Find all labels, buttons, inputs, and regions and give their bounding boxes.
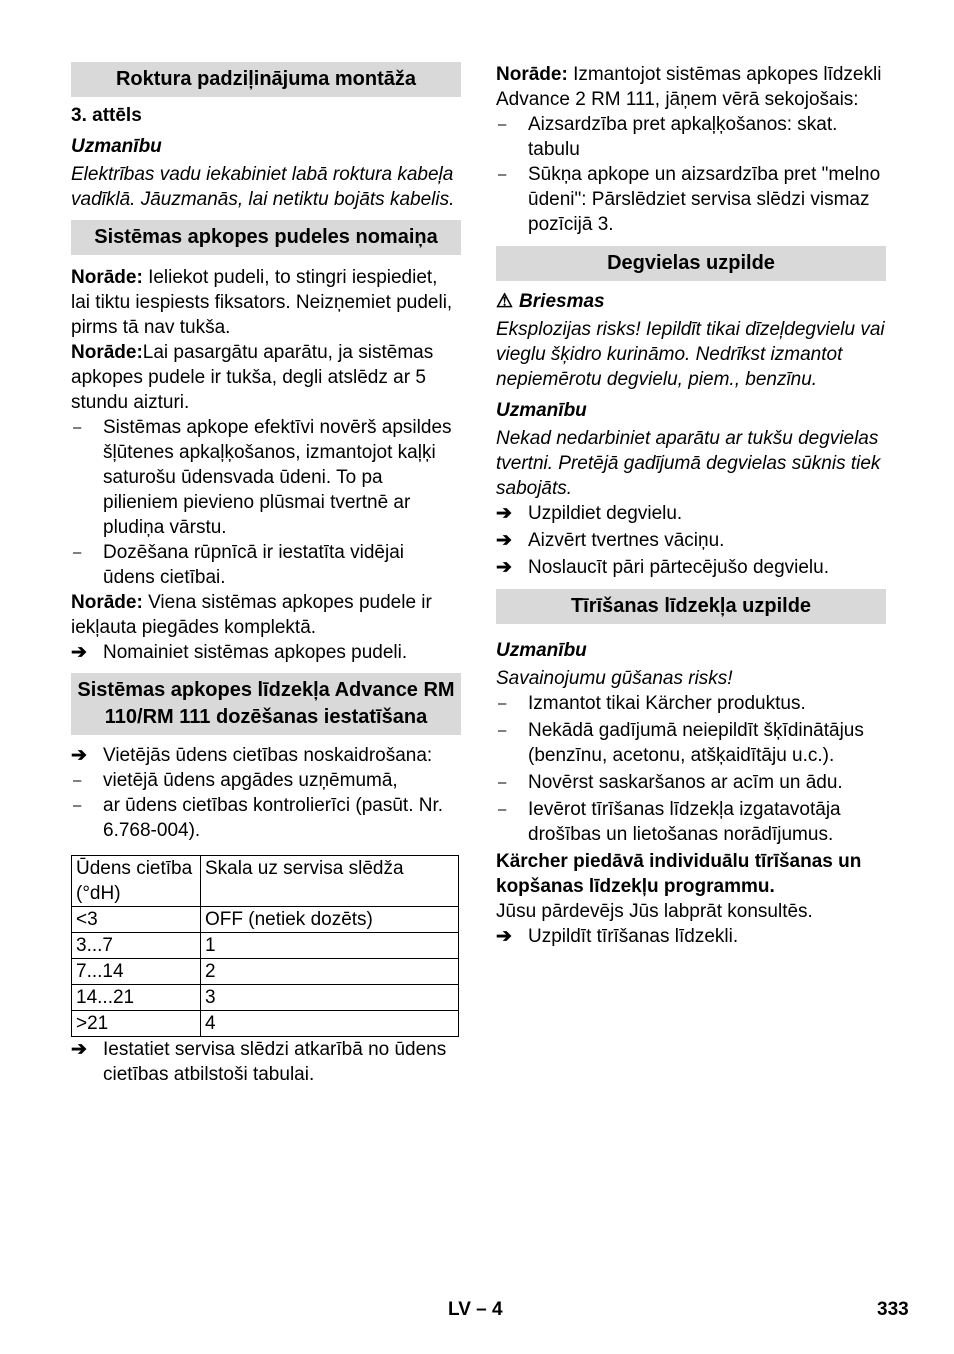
instruction-step: ➔ Uzpildīt tīrīšanas līdzekli. [496,926,739,947]
note-paragraph: Norāde:Lai pasargātu aparātu, ja sistēmas apkopes pudele ir tukša, degli atslēdz ar 5 stundu aizturi. [71,342,434,413]
note-paragraph: Norāde: Ieliekot pudeli, to stingri iespiediet, lai tiktu iespiests fiksators. Neizņemiet pudeli, pirms tā nav tukša. [71,267,453,338]
note-paragraph: Norāde: Izmantojot sistēmas apkopes līdzekli Advance 2 RM 111, jāņem vērā sekojošais: [496,64,882,110]
caution-label: Uzmanību [71,136,162,157]
table-row [72,933,459,959]
list-item: – Novērst saskaršanos ar acīm un ādu. [496,770,886,795]
note-paragraph: Norāde: Viena sistēmas apkopes pudele ir iekļauta piegādes komplektā. [71,592,432,638]
table-row [72,907,459,933]
list-item: – Nekādā gadījumā neiepildīt šķīdinātājus (benzīnu, acetonu, atšķaidītāju u.c.). [496,718,886,768]
list-item: – ar ūdens cietības kontrolierīci (pasūt. Nr. 6.768-004). [71,793,461,843]
list-item: – Aizsardzība pret apkaļķošanos: skat. tabulu [496,112,886,162]
table-header-row [72,856,459,907]
instruction-step: ➔ Vietējās ūdens cietības noskaidrošana: [71,745,433,766]
caution-text: Elektrības vadu iekabiniet labā roktura kabeļa vadīklā. Jāuzmanās, lai netiktu bojāts kabelis. [71,164,455,210]
table-cell: 3...7 [72,933,201,959]
table-cell: Skala uz servisa slēdža [201,856,459,907]
list-item: – Sistēmas apkope efektīvi novērš apsildes šļūtenes apkaļķošanos, izmantojot kaļķi saturošu ūdensvada ūdeni. To pa pilieniem pievieno plūsmai tvertnē ar pludiņa vārstu. [71,415,461,540]
program-info-text: Jūsu pārdevējs Jūs labprāt konsultēs. [496,901,813,922]
list-item: – Izmantot tikai Kärcher produktus. [496,691,886,716]
table-cell: 7...14 [72,959,201,985]
heading-fuel-filling: Degvielas uzpilde [496,246,886,281]
table-cell: <3 [72,907,201,933]
arrow-icon: ➔ [496,926,512,947]
program-info-bold: Kärcher piedāvā individuālu tīrīšanas un kopšanas līdzekļu programmu. [496,851,862,897]
arrow-icon: ➔ [71,642,87,663]
table-cell: Ūdens cietība (°dH) [72,856,201,907]
heading-handle-recess: Roktura padziļinājuma montāža [71,62,461,97]
water-hardness-table [71,855,459,1037]
table-cell: 1 [201,933,459,959]
instruction-step: ➔ Iestatiet servisa slēdzi atkarībā no ūdens cietības atbilstoši tabulai. [71,1039,447,1085]
left-column [71,62,461,1087]
warning-triangle-icon: ⚠ [496,291,514,312]
table-cell: 3 [201,985,459,1011]
arrow-icon: ➔ [71,745,87,766]
heading-dosing-setting: Sistēmas apkopes līdzekļa Advance RM 110/RM 111 dozēšanas iestatīšana [71,673,461,735]
right-column [496,62,886,949]
figure-ref: 3. attēls [71,105,142,126]
instruction-step: ➔ Uzpildiet degvielu. [496,503,683,524]
table-cell: 4 [201,1011,459,1037]
table-row [72,959,459,985]
list-item: – Sūkņa apkope un aizsardzība pret "melno ūdeni": Pārslēdziet servisa slēdzi vismaz pozīcijā 3. [496,162,886,237]
arrow-icon: ➔ [71,1039,87,1060]
caution-text: Savainojumu gūšanas risks! [496,668,733,689]
footer-language-page: LV – 4 [448,1299,503,1320]
table-cell: 2 [201,959,459,985]
instruction-step: ➔ Noslaucīt pāri pārtecējušo degvielu. [496,557,830,578]
table-cell: OFF (netiek dozēts) [201,907,459,933]
table-cell: 14...21 [72,985,201,1011]
list-item: – Ievērot tīrīšanas līdzekļa izgatavotāja drošības un lietošanas norādījumus. [496,797,886,847]
instruction-step: ➔ Nomainiet sistēmas apkopes pudeli. [71,642,408,663]
caution-text: Nekad nedarbiniet aparātu ar tukšu degvielas tvertni. Pretējā gadījumā degvielas sūknis tiek sabojāts. [496,428,881,499]
danger-text: Eksplozijas risks! Iepildīt tikai dīzeļdegvielu vai vieglu šķidro kurināmo. Nedrīkst izmantot nepiemērotu degvielu, piem., benzīnu. [496,319,885,390]
heading-bottle-replacement: Sistēmas apkopes pudeles nomaiņa [71,220,461,255]
arrow-icon: ➔ [496,503,512,524]
table-row [72,1011,459,1037]
caution-label: Uzmanību [496,400,587,421]
arrow-icon: ➔ [496,530,512,551]
arrow-icon: ➔ [496,557,512,578]
list-item: – Dozēšana rūpnīcā ir iestatīta vidējai ūdens cietībai. [71,540,461,590]
footer-page-number: 333 [877,1299,909,1320]
table-cell: >21 [72,1011,201,1037]
instruction-step: ➔ Aizvērt tvertnes vāciņu. [496,530,725,551]
table-row [72,985,459,1011]
heading-detergent-filling: Tīrīšanas līdzekļa uzpilde [496,589,886,624]
danger-label: ⚠ Briesmas [496,291,605,312]
list-item: – vietējā ūdens apgādes uzņēmumā, [71,768,461,793]
caution-label: Uzmanību [496,640,587,661]
